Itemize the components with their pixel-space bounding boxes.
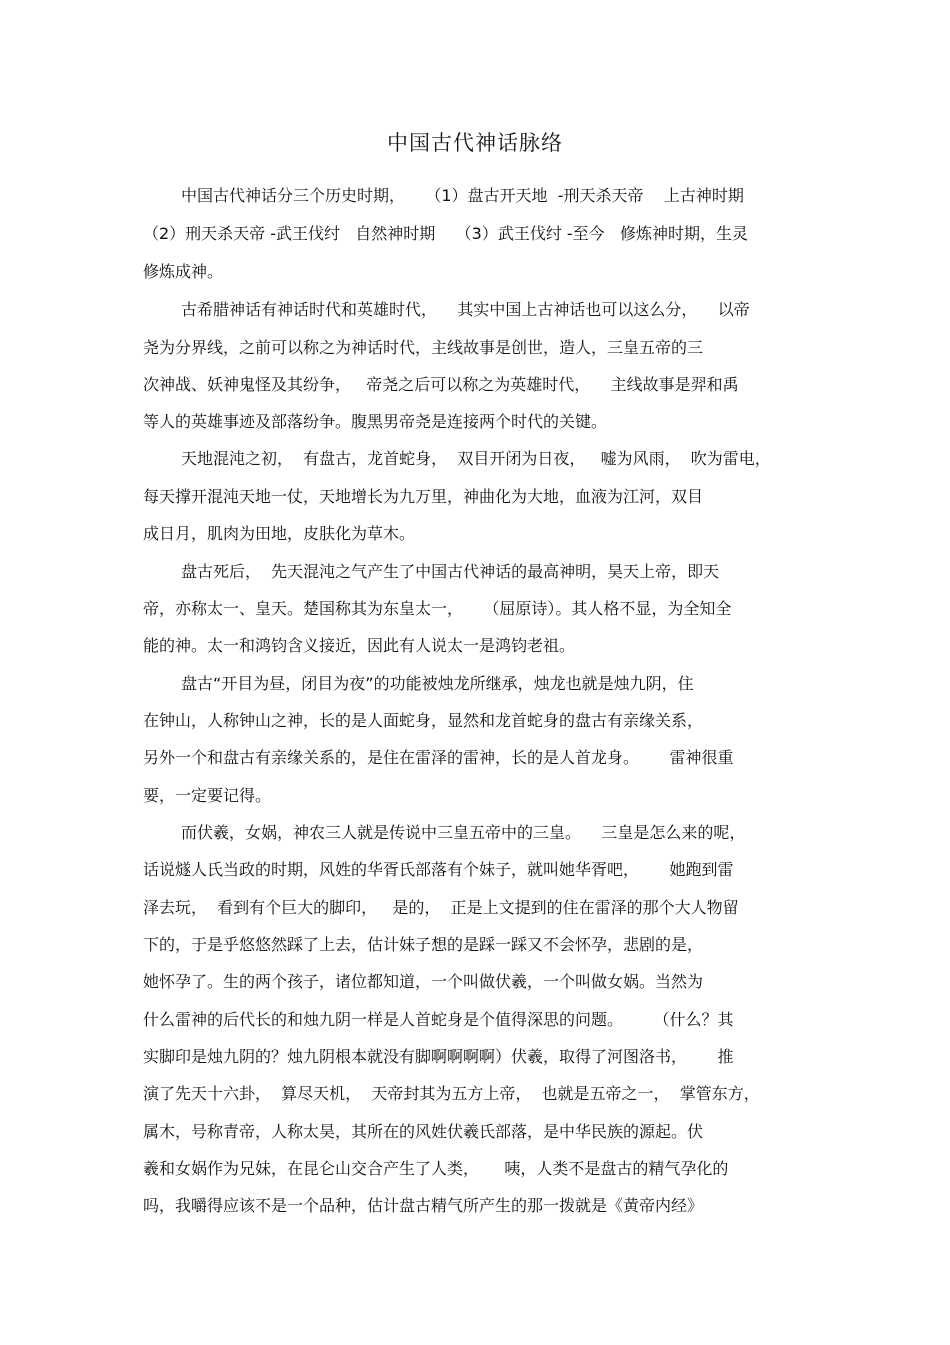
text-line: 次神战、妖神鬼怪及其纷争， 帝尧之后可以称之为英雄时代， 主线故事是羿和禹 xyxy=(143,375,739,394)
text-line: 天地混沌之初， 有盘古，龙首蛇身， 双目开闭为日夜， 嘘为风雨， 吹为雷电， xyxy=(181,449,771,468)
text-line: 羲和女娲作为兄妹，在昆仑山交合产生了人类， 咦，人类不是盘古的精气孕化的 xyxy=(143,1159,729,1178)
text-line: 在钟山，人称钟山之神，长的是人面蛇身，显然和龙首蛇身的盘古有亲缘关系， xyxy=(143,711,704,730)
text-line: 盘古“开目为昼，闭目为夜”的功能被烛龙所继承，烛龙也就是烛九阴，住 xyxy=(181,674,694,693)
text-line: 实脚印是烛九阴的？烛九阴根本就没有脚啊啊啊啊）伏羲，取得了河图洛书， 推 xyxy=(143,1047,734,1066)
text-line: 帝，亦称太一、皇天。楚国称其为东皇太一， （屈原诗）。其人格不显，为全知全 xyxy=(143,599,732,618)
text-line: 每天撑开混沌天地一仗，天地增长为九万里，神曲化为大地，血液为江河，双目 xyxy=(143,487,704,506)
text-line: 而伏羲，女娲，神农三人就是传说中三皇五帝中的三皇。 三皇是怎么来的呢， xyxy=(181,823,746,842)
text-line: （2）刑天杀天帝 -武王伐纣 自然神时期 （3）武王伐纣 -至今 修炼神时期，生灵 xyxy=(143,224,748,243)
text-line: 要，一定要记得。 xyxy=(143,786,272,805)
text-line: 另外一个和盘古有亲缘关系的，是住在雷泽的雷神，长的是人首龙身。 雷神很重 xyxy=(143,748,734,767)
text-line: 下的，于是乎悠悠然踩了上去，估计妹子想的是踩一踩又不会怀孕，悲剧的是， xyxy=(143,935,704,954)
text-line: 能的神。太一和鸿钧含义接近，因此有人说太一是鸿钧老祖。 xyxy=(143,636,576,655)
text-line: 吗，我嚼得应该不是一个品种，估计盘古精气所产生的那一拨就是《黄帝内经》 xyxy=(143,1196,704,1215)
text-line: 演了先天十六卦， 算尽天机， 天帝封其为五方上帝， 也就是五帝之一， 掌管东方， xyxy=(143,1084,760,1103)
text-line: 等人的英雄事迹及部落纷争。腹黑男帝尧是连接两个时代的关键。 xyxy=(143,412,608,431)
text-line: 修炼成神。 xyxy=(143,262,224,281)
text-line: 成日月，肌肉为田地，皮肤化为草木。 xyxy=(143,524,416,543)
text-line: 泽去玩， 看到有个巨大的脚印， 是的， 正是上文提到的住在雷泽的那个大人物留 xyxy=(143,898,739,917)
text-line: 尧为分界线，之前可以称之为神话时代，主线故事是创世，造人，三皇五帝的三 xyxy=(143,338,704,357)
text-line: 她怀孕了。生的两个孩子，诸位都知道，一个叫做伏羲，一个叫做女娲。当然为 xyxy=(143,972,704,991)
text-line: 属木，号称青帝，人称太昊，其所在的风姓伏羲氏部落，是中华民族的源起。伏 xyxy=(143,1122,704,1141)
text-line: 盘古死后， 先天混沌之气产生了中国古代神话的最高神明，昊天上帝，即天 xyxy=(181,562,720,581)
text-line: 中国古代神话分三个历史时期， （1）盘古开天地 -刑天杀天帝 上古神时期 xyxy=(181,186,744,205)
text-line: 话说燧人氏当政的时期，风姓的华胥氏部落有个妹子，就叫她华胥吧， 她跑到雷 xyxy=(143,860,734,879)
page-title: 中国古代神话脉络 xyxy=(387,131,563,155)
text-line: 什么雷神的后代长的和烛九阴一样是人首蛇身是个值得深思的问题。 （什么？其 xyxy=(143,1010,734,1029)
text-line: 古希腊神话有神话时代和英雄时代， 其实中国上古神话也可以这么分， 以帝 xyxy=(181,300,750,319)
